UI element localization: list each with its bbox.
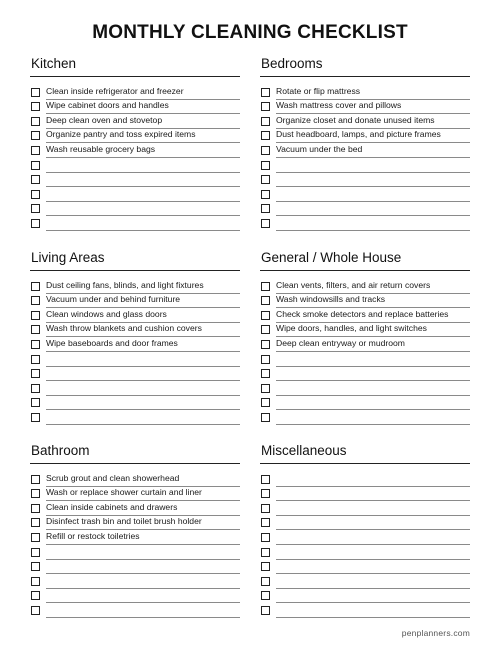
checklist-item bbox=[260, 337, 470, 352]
checklist-item bbox=[30, 143, 240, 158]
checklist-item-text bbox=[46, 574, 240, 589]
checklist-item-text bbox=[46, 545, 240, 560]
checklist-item-text bbox=[46, 201, 240, 216]
section-heading: Kitchen bbox=[30, 56, 240, 77]
checklist-item bbox=[30, 352, 240, 367]
checklist-item-text bbox=[276, 486, 470, 501]
checkbox[interactable] bbox=[261, 384, 270, 393]
checkbox[interactable] bbox=[31, 282, 40, 291]
checkbox[interactable] bbox=[31, 175, 40, 184]
checkbox[interactable] bbox=[261, 102, 270, 111]
checklist-item-text: Wash mattress cover and pillows bbox=[276, 99, 470, 114]
checklist-item bbox=[260, 187, 470, 202]
checklist-item-text bbox=[46, 559, 240, 574]
checkbox[interactable] bbox=[261, 398, 270, 407]
checkbox[interactable] bbox=[31, 369, 40, 378]
checklist-item-text bbox=[46, 381, 240, 396]
checklist-item-text bbox=[276, 172, 470, 187]
checklist-item-text bbox=[276, 588, 470, 603]
checkbox[interactable] bbox=[31, 384, 40, 393]
checkbox[interactable] bbox=[261, 577, 270, 586]
checklist-item bbox=[30, 202, 240, 217]
checklist-item-text: Wipe baseboards and door frames bbox=[46, 337, 240, 352]
section-heading: General / Whole House bbox=[260, 250, 470, 271]
checklist-item bbox=[260, 396, 470, 411]
checklist-item bbox=[30, 158, 240, 173]
checklist-item bbox=[30, 472, 240, 487]
checkbox[interactable] bbox=[31, 102, 40, 111]
checklist-item bbox=[260, 530, 470, 545]
checklist-item-text: Wash or replace shower curtain and liner bbox=[46, 486, 240, 501]
checkbox[interactable] bbox=[261, 190, 270, 199]
checklist-item bbox=[260, 545, 470, 560]
checkbox[interactable] bbox=[31, 548, 40, 557]
checklist-item-text bbox=[46, 366, 240, 381]
checkbox[interactable] bbox=[261, 355, 270, 364]
checklist-item-text bbox=[46, 216, 240, 231]
checklist-item-text: Organize closet and donate unused items bbox=[276, 114, 470, 129]
checklist-item bbox=[260, 114, 470, 129]
checklist-item bbox=[30, 85, 240, 100]
checklist-item-text bbox=[46, 410, 240, 425]
checkbox[interactable] bbox=[261, 325, 270, 334]
checklist-item bbox=[30, 530, 240, 545]
checklist-item bbox=[260, 410, 470, 425]
checklist-item-text bbox=[46, 395, 240, 410]
checkbox[interactable] bbox=[31, 88, 40, 97]
checklist-item-text: Wash throw blankets and cushion covers bbox=[46, 322, 240, 337]
checklist-item-text: Deep clean entryway or mudroom bbox=[276, 337, 470, 352]
checklist-item bbox=[260, 100, 470, 115]
checklist-item-text bbox=[276, 187, 470, 202]
checkbox[interactable] bbox=[261, 475, 270, 484]
checklist-item-text bbox=[46, 352, 240, 367]
checklist-item-text: Check smoke detectors and replace batteries bbox=[276, 308, 470, 323]
checklist-item bbox=[30, 187, 240, 202]
checkbox[interactable] bbox=[31, 606, 40, 615]
checklist-item-text bbox=[276, 603, 470, 618]
checklist-item-text: Clean inside cabinets and drawers bbox=[46, 501, 240, 516]
checklist-item-text bbox=[276, 472, 470, 487]
checkbox[interactable] bbox=[261, 88, 270, 97]
checklist-item bbox=[30, 323, 240, 338]
checklist-item bbox=[30, 367, 240, 382]
checklist-item-text: Clean windows and glass doors bbox=[46, 308, 240, 323]
checklist-item bbox=[260, 173, 470, 188]
checkbox[interactable] bbox=[31, 489, 40, 498]
footer-site: penplanners.com bbox=[401, 628, 470, 638]
checklist-item bbox=[30, 545, 240, 560]
section-bedrooms bbox=[260, 56, 470, 231]
checklist-item-text bbox=[276, 201, 470, 216]
checklist bbox=[30, 85, 240, 231]
checklist-item-text: Deep clean oven and stovetop bbox=[46, 114, 240, 129]
checklist-item-text bbox=[276, 352, 470, 367]
checklist-item bbox=[260, 158, 470, 173]
checklist-item bbox=[260, 143, 470, 158]
checkbox[interactable] bbox=[31, 146, 40, 155]
checkbox[interactable] bbox=[261, 533, 270, 542]
checkbox[interactable] bbox=[261, 413, 270, 422]
checklist-item bbox=[260, 574, 470, 589]
checklist-item-text: Refill or restock toiletries bbox=[46, 530, 240, 545]
checklist-item-text bbox=[276, 395, 470, 410]
checkbox[interactable] bbox=[31, 161, 40, 170]
checkbox[interactable] bbox=[31, 504, 40, 513]
checklist-item-text: Rotate or flip mattress bbox=[276, 85, 470, 100]
checklist-item bbox=[260, 279, 470, 294]
checkbox[interactable] bbox=[31, 518, 40, 527]
checkbox[interactable] bbox=[31, 204, 40, 213]
checklist-item bbox=[260, 216, 470, 231]
checkbox[interactable] bbox=[261, 518, 270, 527]
checklist bbox=[260, 279, 470, 425]
checklist-item bbox=[260, 85, 470, 100]
section-heading: Bathroom bbox=[30, 443, 240, 464]
checkbox[interactable] bbox=[261, 562, 270, 571]
checklist-item-text: Vacuum under and behind furniture bbox=[46, 293, 240, 308]
checklist-item-text bbox=[276, 574, 470, 589]
checkbox[interactable] bbox=[31, 591, 40, 600]
checklist-item-text bbox=[276, 530, 470, 545]
checkbox[interactable] bbox=[261, 548, 270, 557]
checkbox[interactable] bbox=[31, 533, 40, 542]
checklist-item bbox=[30, 216, 240, 231]
checkbox[interactable] bbox=[31, 577, 40, 586]
checkbox[interactable] bbox=[31, 413, 40, 422]
checklist-item bbox=[30, 410, 240, 425]
checklist-item-text: Scrub grout and clean showerhead bbox=[46, 472, 240, 487]
checklist-item-text: Organize pantry and toss expired items bbox=[46, 128, 240, 143]
checkbox[interactable] bbox=[261, 117, 270, 126]
checklist-item bbox=[260, 352, 470, 367]
checklist-item-text: Dust headboard, lamps, and picture frames bbox=[276, 128, 470, 143]
section-living-areas bbox=[30, 250, 240, 425]
checkbox[interactable] bbox=[261, 340, 270, 349]
checklist-item-text bbox=[276, 366, 470, 381]
checkbox[interactable] bbox=[261, 504, 270, 513]
checkbox[interactable] bbox=[31, 355, 40, 364]
checkbox[interactable] bbox=[31, 131, 40, 140]
checklist-item bbox=[260, 501, 470, 516]
checkbox[interactable] bbox=[261, 146, 270, 155]
checkbox[interactable] bbox=[31, 296, 40, 305]
checklist-item-text bbox=[276, 381, 470, 396]
checklist-item-text: Wipe cabinet doors and handles bbox=[46, 99, 240, 114]
checklist-item bbox=[30, 396, 240, 411]
checklist-item bbox=[260, 308, 470, 323]
checklist-item bbox=[30, 487, 240, 502]
checklist-item-text bbox=[276, 410, 470, 425]
checklist-item bbox=[30, 100, 240, 115]
section-miscellaneous bbox=[260, 443, 470, 618]
checklist-item-text bbox=[276, 545, 470, 560]
checklist-item bbox=[260, 294, 470, 309]
checklist bbox=[260, 472, 470, 618]
section-heading: Miscellaneous bbox=[260, 443, 470, 464]
checklist-item-text: Wash windowsills and tracks bbox=[276, 293, 470, 308]
checklist-item-text: Wash reusable grocery bags bbox=[46, 143, 240, 158]
checklist-item bbox=[260, 589, 470, 604]
checklist-item bbox=[30, 560, 240, 575]
checklist-item bbox=[30, 279, 240, 294]
checkbox[interactable] bbox=[261, 489, 270, 498]
page-title: MONTHLY CLEANING CHECKLIST bbox=[92, 22, 408, 43]
checklist-item bbox=[30, 337, 240, 352]
checklist-item bbox=[260, 560, 470, 575]
checklist-item-text bbox=[276, 216, 470, 231]
checklist-item-text bbox=[46, 158, 240, 173]
checklist-item bbox=[30, 501, 240, 516]
checkbox[interactable] bbox=[261, 204, 270, 213]
checklist-item bbox=[30, 308, 240, 323]
checklist-item-text: Vacuum under the bed bbox=[276, 143, 470, 158]
section-kitchen bbox=[30, 56, 240, 231]
checkbox[interactable] bbox=[261, 606, 270, 615]
checklist-item bbox=[30, 173, 240, 188]
checklist-item bbox=[30, 516, 240, 531]
checklist-item bbox=[260, 202, 470, 217]
checkbox[interactable] bbox=[261, 296, 270, 305]
section-heading: Living Areas bbox=[30, 250, 240, 271]
checkbox[interactable] bbox=[261, 131, 270, 140]
checklist bbox=[30, 472, 240, 618]
checklist-item bbox=[30, 294, 240, 309]
checklist-item bbox=[260, 381, 470, 396]
section-heading: Bedrooms bbox=[260, 56, 470, 77]
checkbox[interactable] bbox=[31, 475, 40, 484]
checklist-item-text bbox=[276, 158, 470, 173]
checkbox[interactable] bbox=[261, 161, 270, 170]
checklist-item-text: Wipe doors, handles, and light switches bbox=[276, 322, 470, 337]
checkbox[interactable] bbox=[31, 219, 40, 228]
checklist-item bbox=[30, 574, 240, 589]
checklist-item bbox=[260, 603, 470, 618]
checklist-item bbox=[260, 367, 470, 382]
checklist bbox=[260, 85, 470, 231]
checklist-item-text bbox=[46, 588, 240, 603]
checklist bbox=[30, 279, 240, 425]
checkbox[interactable] bbox=[31, 311, 40, 320]
checklist-item bbox=[260, 323, 470, 338]
checklist-item-text: Dust ceiling fans, blinds, and light fixtures bbox=[46, 279, 240, 294]
section-general-whole-house bbox=[260, 250, 470, 425]
checkbox[interactable] bbox=[31, 117, 40, 126]
checklist-item-text: Clean vents, filters, and air return covers bbox=[276, 279, 470, 294]
checklist-item-text bbox=[46, 603, 240, 618]
checkbox[interactable] bbox=[261, 282, 270, 291]
section-bathroom bbox=[30, 443, 240, 618]
checkbox[interactable] bbox=[31, 340, 40, 349]
checkbox[interactable] bbox=[261, 369, 270, 378]
checklist-item bbox=[30, 129, 240, 144]
checklist-item bbox=[30, 381, 240, 396]
checkbox[interactable] bbox=[261, 219, 270, 228]
checkbox[interactable] bbox=[261, 311, 270, 320]
checkbox[interactable] bbox=[261, 175, 270, 184]
checklist-item-text: Clean inside refrigerator and freezer bbox=[46, 85, 240, 100]
checklist-item-text bbox=[276, 515, 470, 530]
checkbox[interactable] bbox=[261, 591, 270, 600]
checklist-item bbox=[30, 589, 240, 604]
checkbox[interactable] bbox=[31, 325, 40, 334]
checklist-item bbox=[30, 114, 240, 129]
checklist-item-text bbox=[276, 559, 470, 574]
checklist-item bbox=[260, 129, 470, 144]
checklist-item bbox=[30, 603, 240, 618]
checklist-item-text: Disinfect trash bin and toilet brush holder bbox=[46, 515, 240, 530]
checklist-item bbox=[260, 516, 470, 531]
checklist-item-text bbox=[46, 187, 240, 202]
checkbox[interactable] bbox=[31, 562, 40, 571]
checkbox[interactable] bbox=[31, 398, 40, 407]
checklist-item bbox=[260, 487, 470, 502]
checklist-item-text bbox=[276, 501, 470, 516]
checkbox[interactable] bbox=[31, 190, 40, 199]
checklist-item bbox=[260, 472, 470, 487]
checklist-item-text bbox=[46, 172, 240, 187]
